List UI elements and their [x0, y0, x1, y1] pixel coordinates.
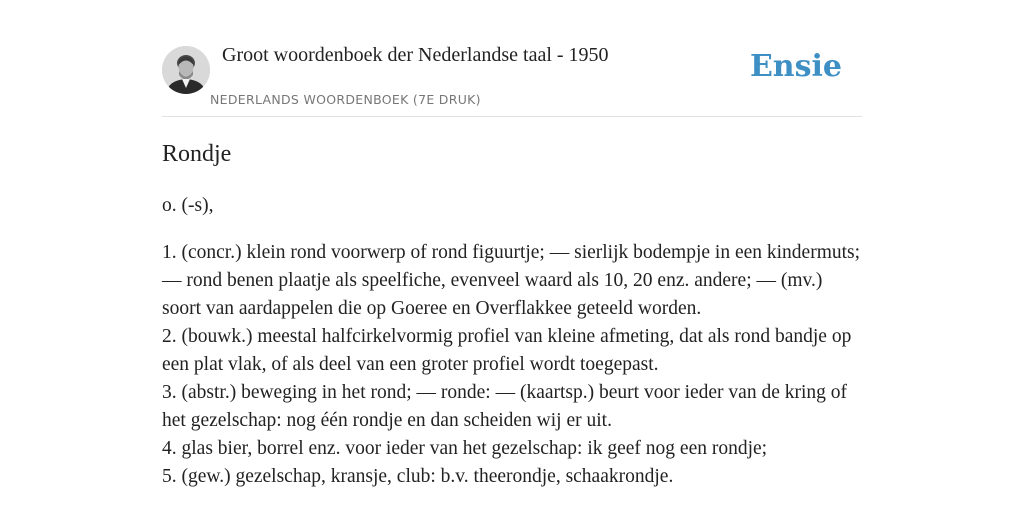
- entry-content: [162, 138, 862, 491]
- page-title[interactable]: Groot woordenboek der Nederlandse taal - 1950: [222, 44, 609, 66]
- portrait-icon: [162, 46, 210, 94]
- sense-item-2: 2. (bouwk.) meestal halfcirkelvormig profiel van kleine afmeting, dat als rond bandje op een plat vlak, of als deel van een groter profiel wordt toegepast.: [162, 326, 852, 375]
- sense-item-1: 1. (concr.) klein rond voorwerp of rond figuurtje; — sierlijk bodempje in een kindermuts; — rond benen plaatje als speelfiche, evenveel waard als 10, 20 enz. andere; — (mv.) soort van aardappelen die op Goeree en Overflakkee geteeld worden.: [162, 242, 861, 319]
- source-subtitle[interactable]: NEDERLANDS WOORDENBOEK (7E DRUK): [210, 92, 481, 107]
- entry-grammar: o. (-s),: [162, 195, 214, 216]
- sense-item-4: 4. glas bier, borrel enz. voor ieder van het gezelschap: ik geef nog een rondje;: [162, 438, 768, 459]
- entry-headword: Rondje: [162, 141, 232, 167]
- avatar[interactable]: [162, 46, 210, 94]
- brand-logo[interactable]: Ensie: [749, 49, 842, 84]
- page-header: [162, 0, 862, 117]
- sense-list: [162, 239, 862, 491]
- sense-item-3: 3. (abstr.) beweging in het rond; — ronde: — (kaartsp.) beurt voor ieder van de kring of het gezelschap: nog één rondje en dan scheiden wij er uit.: [162, 382, 848, 431]
- sense-item-5: 5. (gew.) gezelschap, kransje, club: b.v. theerondje, schaakrondje.: [162, 466, 674, 487]
